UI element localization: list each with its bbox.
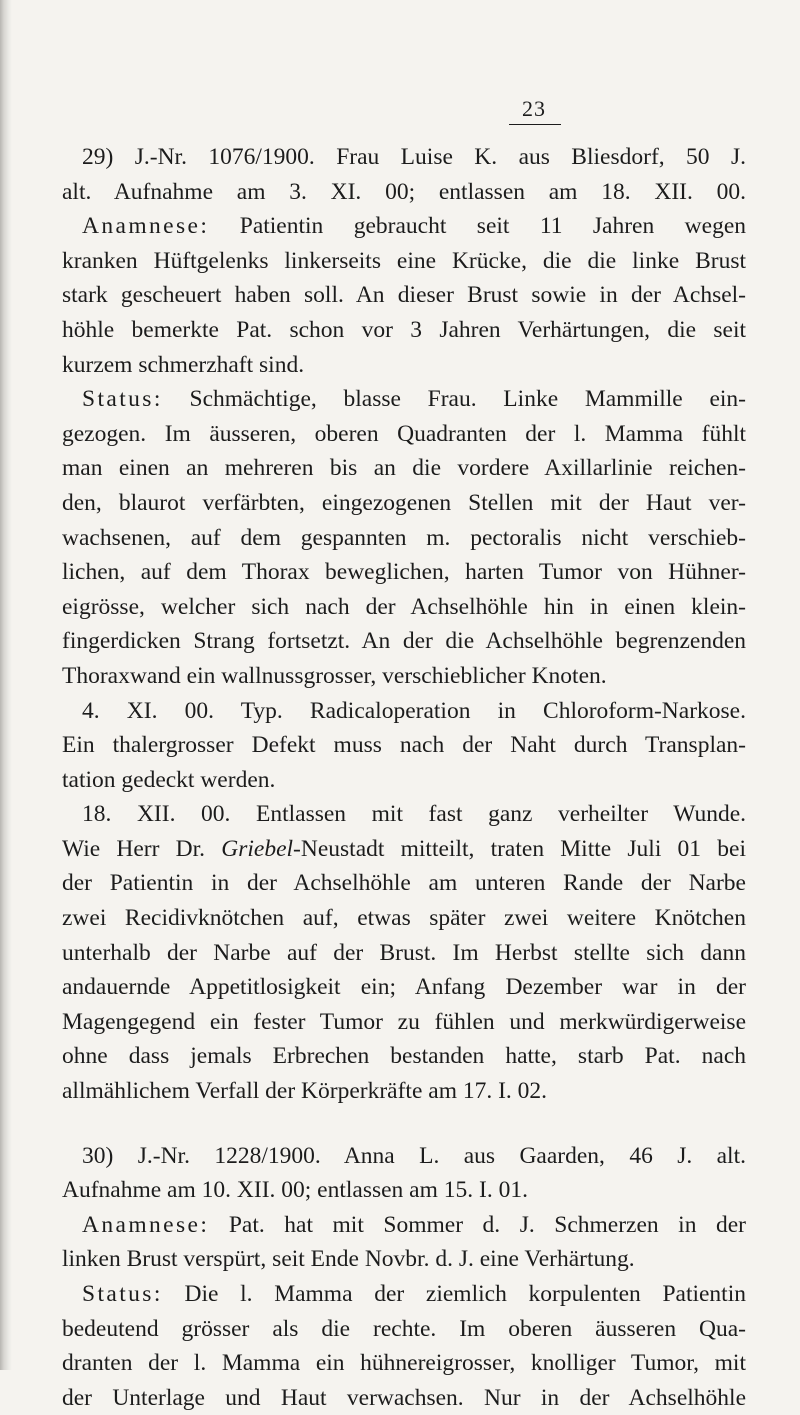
case-29-status-line: Thoraxwand ein wallnussgrosser, verschieblicher Knoten. bbox=[62, 662, 607, 689]
case-29-followup-line: Magengegend ein fester Tumor zu fühlen und merkwürdigerweise bbox=[62, 1008, 746, 1035]
case-29-operation-line: Ein thalergrosser Defekt muss nach der Naht durch Transplan- bbox=[62, 732, 746, 759]
case-29-anamnese-line bbox=[62, 209, 746, 244]
case-29-followup-line bbox=[62, 832, 746, 867]
case-29-followup-line: allmählichem Verfall der Körperkräfte am 17. I. 02. bbox=[62, 1078, 548, 1105]
case-30-heading-line-1: 30) J.-Nr. 1228/1900. Anna L. aus Gaarden, 46 J. alt. bbox=[82, 1142, 746, 1169]
case-29-followup-line: der Patientin in der Achselhöhle am unteren Rande der Narbe bbox=[62, 870, 746, 897]
case-29-followup-prefix: Wie Herr Dr. bbox=[62, 835, 222, 862]
scan-edge-shadow bbox=[0, 0, 12, 1370]
case-29-discharge-line: 18. XII. 00. Entlassen mit fast ganz verheilter Wunde. bbox=[82, 801, 746, 828]
case-30-status-line: bedeutend grösser als die rechte. Im oberen äusseren Qua- bbox=[62, 1315, 746, 1342]
case-29-status-line: eigrösse, welcher sich nach der Achselhöhle hin in einen klein- bbox=[62, 593, 746, 620]
case-30-anamnese-first-text: Pat. hat mit Sommer d. J. Schmerzen in der bbox=[209, 1211, 746, 1238]
physician-name: Griebel bbox=[221, 835, 294, 862]
case-29-anamnese-line: höhle bemerkte Pat. schon vor 3 Jahren Verhärtungen, die seit bbox=[62, 316, 746, 343]
case-30-status-line: dranten der l. Mamma ein hühnereigrosser, knolliger Tumor, mit bbox=[62, 1350, 746, 1377]
paragraph-gap bbox=[62, 1109, 746, 1139]
case-29-anamnese-line: stark gescheuert haben soll. An dieser Brust sowie in der Achsel- bbox=[62, 282, 746, 309]
body-text bbox=[62, 140, 746, 1415]
case-29-status-line: man einen an mehreren bis an die vordere Axillarlinie reichen- bbox=[62, 455, 746, 482]
case-29-followup-suffix: -Neustadt mitteilt, traten Mitte Juli 01 bei bbox=[293, 835, 746, 862]
case-29-status-first-text: Schmächtige, blasse Frau. Linke Mammille ein- bbox=[162, 386, 746, 413]
case-29-anamnese-line: kurzem schmerzhaft sind. bbox=[62, 351, 305, 378]
case-29-anamnese-line: kranken Hüftgelenks linkerseits eine Krücke, die die linke Brust bbox=[62, 247, 746, 274]
case-29-followup-line: zwei Recidivknötchen auf, etwas später zwei weitere Knötchen bbox=[62, 905, 746, 932]
case-29-status-label: Status: bbox=[82, 386, 163, 413]
case-30-anamnese-line bbox=[62, 1208, 746, 1243]
case-30-status-line: der Unterlage und Haut verwachsen. Nur in der Achselhöhle bbox=[62, 1384, 746, 1411]
case-29-operation-line: tation gedeckt werden. bbox=[62, 766, 276, 793]
case-29-followup-line: unterhalb der Narbe auf der Brust. Im Herbst stellte sich dann bbox=[62, 939, 746, 966]
case-30-anamnese-label: Anamnese: bbox=[82, 1211, 210, 1238]
case-30-status-label: Status: bbox=[82, 1281, 163, 1307]
case-29-anamnese-label: Anamnese: bbox=[82, 213, 210, 240]
case-30-status-line bbox=[62, 1277, 746, 1312]
case-29-heading-line-2: alt. Aufnahme am 3. XI. 00; entlassen am 18. XII. 00. bbox=[62, 178, 746, 205]
page-number: 23 bbox=[522, 96, 546, 121]
case-29-status-line: lichen, auf dem Thorax beweglichen, harten Tumor von Hühner- bbox=[62, 559, 746, 586]
case-29-followup-line: ohne dass jemals Erbrechen bestanden hatte, starb Pat. nach bbox=[62, 1043, 746, 1070]
case-30-anamnese-line: linken Brust verspürt, seit Ende Novbr. d. J. eine Verhärtung. bbox=[62, 1246, 635, 1273]
case-29-status-line: fingerdicken Strang fortsetzt. An der die Achselhöhle begrenzenden bbox=[62, 628, 746, 655]
case-29-anamnese-first-text: Patientin gebraucht seit 11 Jahren wegen bbox=[209, 213, 746, 240]
case-30-status-first-text: Die l. Mamma der ziemlich korpulenten Patientin bbox=[162, 1281, 746, 1307]
case-29-status-line bbox=[62, 382, 746, 417]
case-29-heading-line-1: 29) J.-Nr. 1076/1900. Frau Luise K. aus Bliesdorf, 50 J. bbox=[82, 144, 746, 170]
case-29-status-line: wachsenen, auf dem gespannten m. pectoralis nicht verschieb- bbox=[62, 524, 746, 551]
case-29-status-line: gezogen. Im äusseren, oberen Quadranten der l. Mamma fühlt bbox=[62, 420, 746, 447]
case-29-operation-line: 4. XI. 00. Typ. Radicaloperation in Chloroform-Narkose. bbox=[82, 697, 746, 724]
page-number-rule bbox=[509, 124, 561, 125]
case-29-status-line: den, blaurot verfärbten, eingezogenen Stellen mit der Haut ver- bbox=[62, 489, 746, 516]
case-30-heading-line-2: Aufnahme am 10. XII. 00; entlassen am 15. I. 01. bbox=[62, 1177, 528, 1204]
case-29-followup-line: andauernde Appetitlosigkeit ein; Anfang Dezember war in der bbox=[62, 974, 746, 1001]
